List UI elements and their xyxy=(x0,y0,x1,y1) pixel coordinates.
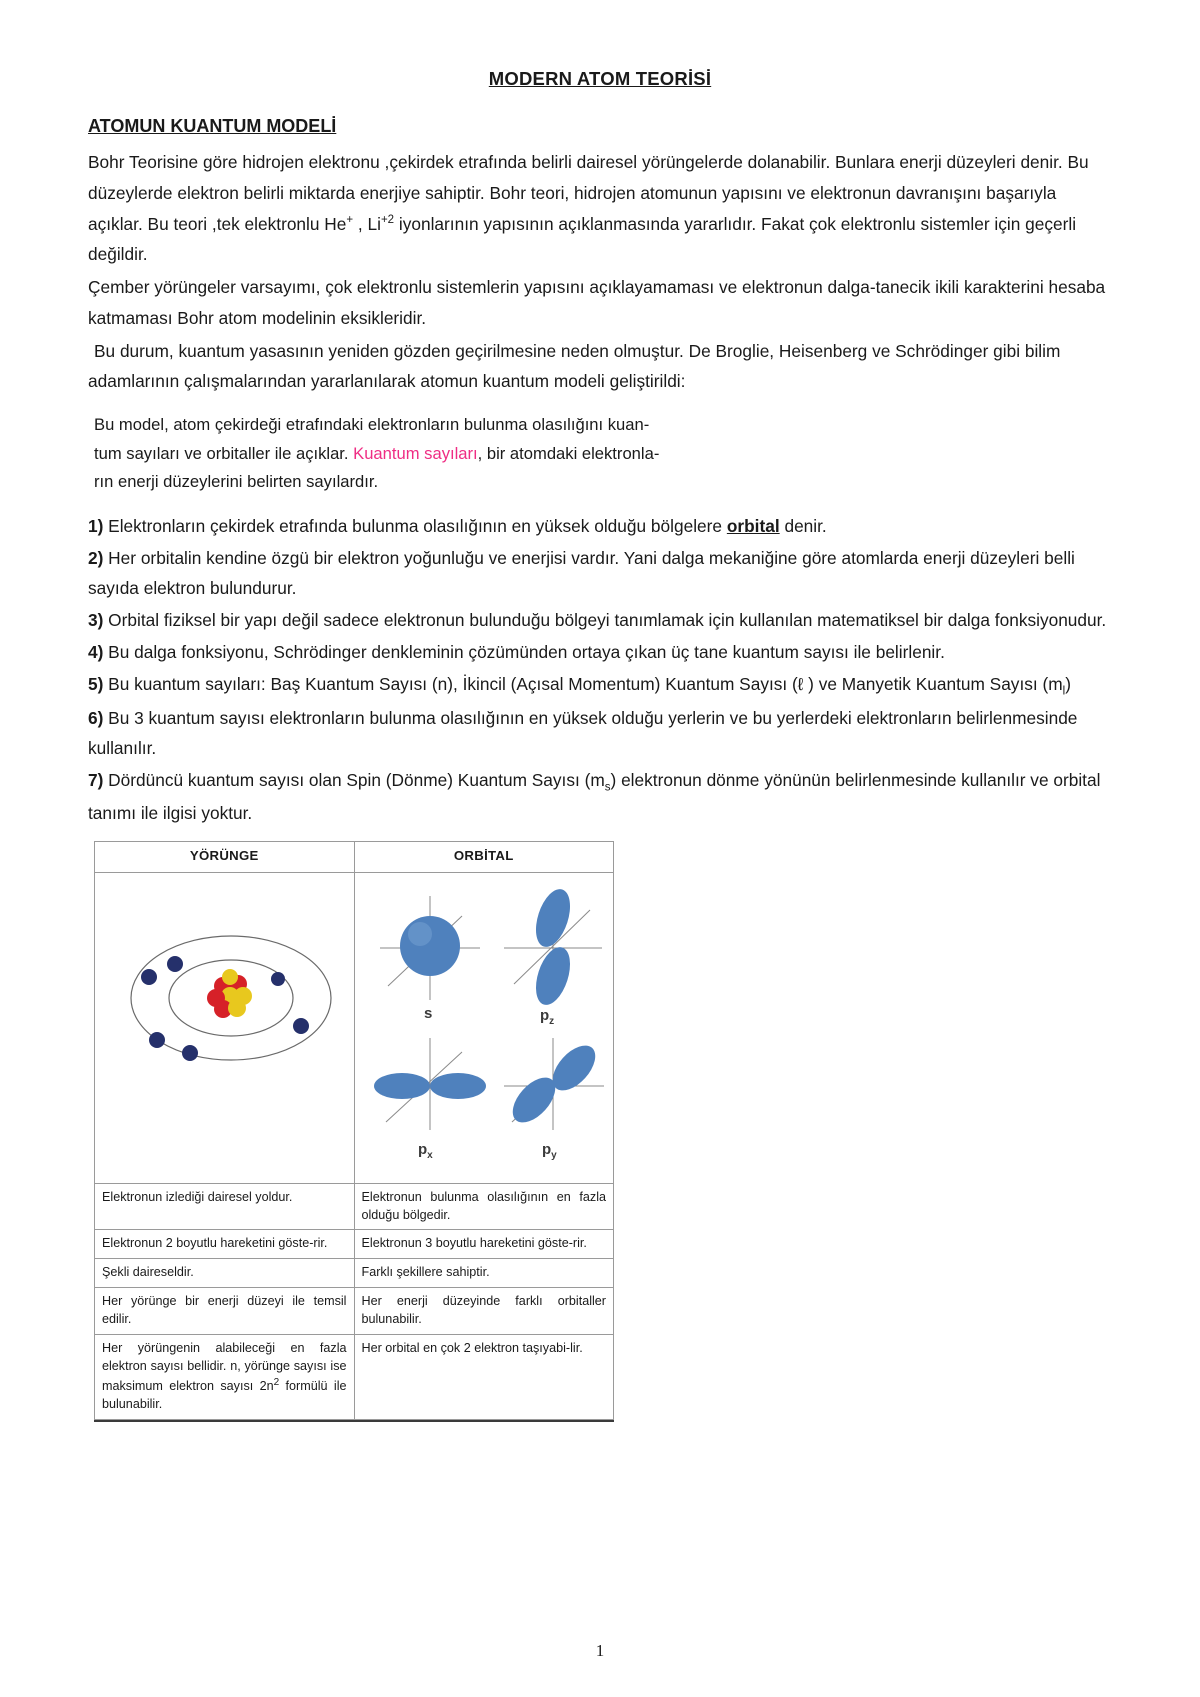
paragraph-bohr-shortcomings: Çember yörüngeler varsayımı, çok elektronlu sistemlerin yapısını açıklayamaması ve elektronun dalga-tanecik ikili karakterini hesaba katmaması Bohr atom modelinin eksikleridir. xyxy=(88,277,1106,328)
list-item-1 xyxy=(88,511,1112,542)
label-px: $p_x$ xyxy=(417,1140,433,1161)
numbered-list xyxy=(88,511,1112,829)
page-number: 1 xyxy=(595,1641,605,1660)
row3-left: Şekli daireseldir. xyxy=(95,1259,355,1288)
row4-left: Her yörünge bir enerji düzeyi ile temsil edilir. xyxy=(95,1288,355,1335)
list-item-5-text-b: ) xyxy=(1065,673,1071,694)
nucleus xyxy=(207,969,252,1018)
list-item-1-keyword-orbital: orbital xyxy=(726,515,780,536)
section-heading: ATOMUN KUANTUM MODELİ xyxy=(88,116,337,136)
list-item-1-text-a: Elektronların çekirdek etrafında bulunma olasılığının en yüksek olduğu bölgelere xyxy=(103,515,727,536)
row1-right: Elektronun bulunma olasılığının en fazla olduğu bölgedir. xyxy=(354,1183,614,1230)
label-px-sub: x xyxy=(426,1149,433,1161)
list-item-5-subscript: l xyxy=(1062,685,1066,698)
paragraph-text: Bohr Teorisine göre hidrojen elektronu ,çekirdek etrafında belirli dairesel yörüngelerde dolanabilir. Bunlara enerji düzeyleri denir. Bu düzeylerde elektron belirli miktarda enerjiye sahiptir. Bohr teori, hidrojen atomunun yapısını ve elektronun davranışını başarıyla açıklar. Bu teori ,tek elektronlu He xyxy=(88,152,1089,234)
list-item-7-number: 7) xyxy=(88,770,104,791)
list-item-6-number: 6) xyxy=(88,707,104,728)
table-row xyxy=(95,1334,614,1419)
highlight-line-2 xyxy=(94,440,1112,469)
row5-right: Her orbital en çok 2 elektron taşıyabi-lir. xyxy=(354,1334,614,1419)
page-title: MODERN ATOM TEORİSİ xyxy=(488,68,712,89)
list-item-3-text: Orbital fiziksel bir yapı değil sadece elektronun bulunduğu bölgeyi tanımlamak için kullanılan matematiksel bir dalga fonksiyonudur. xyxy=(103,610,1107,631)
list-item-4 xyxy=(88,637,1112,668)
list-item-6 xyxy=(88,703,1112,765)
highlight-line-2-text-a: tum sayıları ve orbitaller ile açıklar. xyxy=(94,443,354,463)
bohr-atom-diagram xyxy=(102,878,360,1176)
list-item-2-text: Her orbitalin kendine özgü bir elektron yoğunluğu ve enerjisi vardır. Yani dalga mekaniğine göre atomlarda enerji düzeyleri belli sayıda elektron bulundurur. xyxy=(88,547,1075,599)
highlight-line-2-text-b: , bir atomdaki elektronla- xyxy=(477,443,660,463)
list-item-6-text: Bu 3 kuantum sayısı elektronların bulunma olasılığının en yüksek olduğu yerlerin ve bu yerlerdeki elektronların belirlenmesinde kullanılır. xyxy=(88,707,1078,759)
row5-left-text-b: formülü ile bulunabilir. xyxy=(102,1378,347,1411)
table-diagram-row xyxy=(95,872,614,1183)
pz-orbital xyxy=(504,885,602,1027)
row5-left-superscript: 2 xyxy=(273,1376,280,1388)
list-item-7-text-a: Dördüncü kuantum sayısı olan Spin (Dönme) Kuantum Sayısı (m xyxy=(103,770,605,791)
label-py-sub: y xyxy=(550,1149,557,1161)
paragraph-text: iyonlarının yapısının açıklanmasında yararlıdır. Fakat çok elektronlu sistemler için geçerli değildir. xyxy=(88,213,1077,265)
row5-left-text-a: Her yörüngenin alabileceği en fazla elektron sayısı bellidir. n, yörünge sayısı ise maksimum elektron sayısı 2n xyxy=(102,1340,347,1393)
list-item-3 xyxy=(88,605,1112,636)
bohr-orbit-diagram-cell xyxy=(95,872,355,1183)
list-item-7 xyxy=(88,765,1112,829)
table-row xyxy=(95,1259,614,1288)
label-pz-sub: z xyxy=(548,1015,554,1027)
list-item-1-number: 1) xyxy=(88,515,104,536)
row2-right: Elektronun 3 boyutlu hareketini göste-rir. xyxy=(354,1230,614,1259)
comparison-table xyxy=(94,841,614,1420)
list-item-4-number: 4) xyxy=(88,641,104,662)
row5-left xyxy=(95,1334,355,1419)
list-item-3-number: 3) xyxy=(88,610,104,631)
table-row xyxy=(95,1230,614,1259)
orbital-shapes-cell xyxy=(354,872,614,1183)
figure-bottom-rule xyxy=(94,1420,614,1422)
paragraph-text: , Li xyxy=(353,213,381,234)
list-item-1-text-b: denir. xyxy=(779,515,827,536)
table-header-row xyxy=(95,841,614,872)
paragraph-bohr-theory xyxy=(88,147,1112,270)
orbital-shapes-diagram xyxy=(362,878,620,1176)
row4-right: Her enerji düzeyinde farklı orbitaller bulunabilir. xyxy=(354,1288,614,1335)
paragraph-quantum-model-development: Bu durum, kuantum yasasının yeniden gözden geçirilmesine neden olmuştur. De Broglie, Heisenberg ve Schrödinger gibi bilim adamlarının çalışmalarından yararlanılarak atomun kuantum modeli geliştirildi: xyxy=(88,340,1061,392)
row1-left: Elektronun izlediği dairesel yoldur. xyxy=(95,1183,355,1230)
list-item-5-number: 5) xyxy=(88,673,104,694)
list-item-5 xyxy=(88,669,1112,702)
list-item-2 xyxy=(88,543,1112,605)
list-item-4-text: Bu dalga fonksiyonu, Schrödinger denkleminin çözümünden ortaya çıkan üç tane kuantum sayısı ile belirlenir. xyxy=(103,641,945,662)
orbit-vs-orbital-figure xyxy=(94,841,614,1422)
row3-right: Farklı şekillere sahiptir. xyxy=(354,1259,614,1288)
s-orbital xyxy=(380,896,480,1022)
list-item-2-number: 2) xyxy=(88,547,104,568)
highlight-line-3: rın enerji düzeylerini belirten sayılardır. xyxy=(94,472,379,492)
list-item-5-text-a: Bu kuantum sayıları: Baş Kuantum Sayısı (n), İkincil (Açısal Momentum) Kuantum Sayısı (ℓ ) ve Manyetik Kuantum Sayısı (m xyxy=(103,673,1063,694)
superscript-plus: + xyxy=(346,213,354,226)
table-header-orbital: ORBİTAL xyxy=(354,841,614,872)
superscript-plus2: +2 xyxy=(380,213,395,226)
list-item-7-text-b: ) elektronun dönme yönünün belirlenmesinde kullanılır ve orbital tanımı ile ilgisi yoktur. xyxy=(88,770,1101,824)
table-row xyxy=(95,1288,614,1335)
table-header-yorunge: YÖRÜNGE xyxy=(95,841,355,872)
table-row xyxy=(95,1183,614,1230)
list-item-7-subscript: s xyxy=(604,781,611,794)
highlight-line-1: Bu model, atom çekirdeği etrafındaki elektronların bulunma olasılığını kuan- xyxy=(94,415,650,435)
highlight-block xyxy=(88,411,1112,497)
row2-left: Elektronun 2 boyutlu hareketini göste-rir. xyxy=(95,1230,355,1259)
label-s: s xyxy=(423,1004,432,1022)
label-pz: $p_z$ xyxy=(539,1006,554,1027)
py-orbital xyxy=(504,1038,604,1161)
label-py: $p_y$ xyxy=(541,1140,557,1161)
px-orbital xyxy=(374,1038,486,1161)
highlight-term-kuantum-sayilari: Kuantum sayıları xyxy=(353,443,478,463)
